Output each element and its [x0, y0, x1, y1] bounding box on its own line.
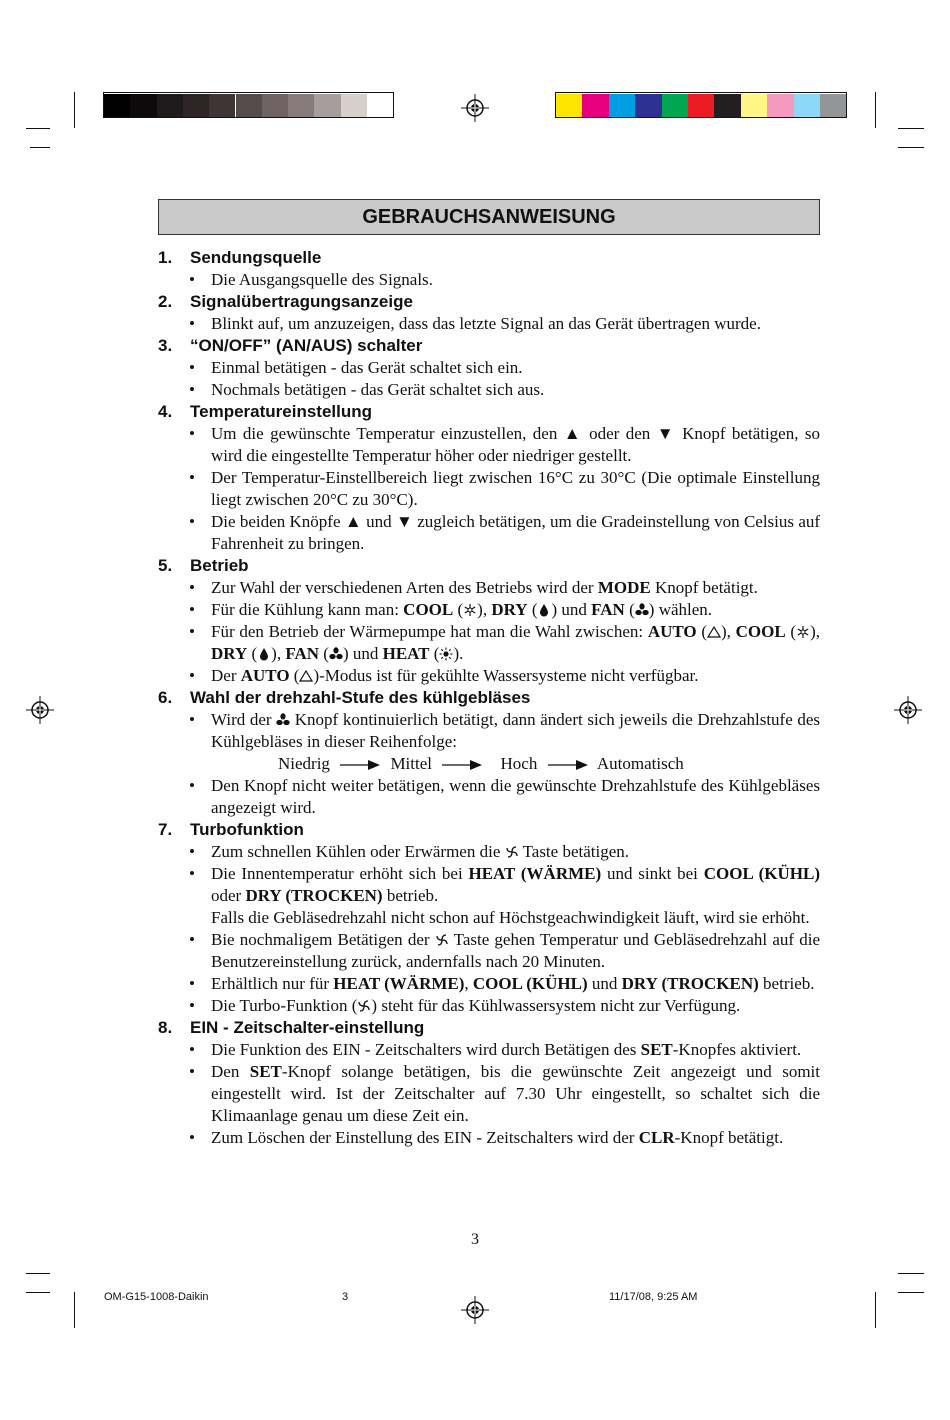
bullet-list — [158, 775, 820, 819]
registration-mark-icon — [461, 94, 489, 122]
dry-label: DRY — [211, 644, 248, 663]
down-triangle-icon: ▼ — [656, 424, 676, 443]
section-title: Signalübertragungsanzeige — [190, 292, 413, 311]
text: Erhältlich nur für — [211, 974, 330, 993]
text: und — [352, 644, 379, 663]
auto-label: AUTO — [240, 666, 290, 685]
text: oder — [211, 886, 242, 905]
dry-label: DRY (TROCKEN) — [621, 974, 759, 993]
fan-label: FAN — [591, 600, 625, 619]
set-label: SET — [249, 1062, 282, 1081]
up-triangle-icon: ▲ — [563, 424, 583, 443]
list-item: • Für die Kühlung kann man: COOL ( ), DRY ( ) und FAN ( ) wählen. — [158, 599, 820, 621]
text: Knopf betätigen, so wird die eingestellte Temperatur höher oder niedriger gestellt. — [211, 424, 820, 465]
mode-label: MODE — [597, 578, 651, 597]
text: -Modus ist für gekühlte Wassersysteme nicht verfügbar. — [319, 666, 699, 685]
section-number: 7. — [158, 820, 173, 839]
text: Die Funktion des EIN - Zeitschalters wird durch Betätigen des — [211, 1040, 637, 1059]
registration-mark-icon — [461, 1296, 489, 1324]
list-item — [158, 1039, 820, 1061]
list-item — [158, 511, 820, 555]
snowflake-icon — [463, 603, 477, 617]
arrow-right-icon — [442, 760, 482, 770]
text: Die beiden Knöpfe — [211, 512, 341, 531]
list-item — [158, 709, 820, 753]
heat-label: HEAT (WÄRME) — [468, 864, 602, 883]
text: Der — [211, 666, 237, 685]
list-item: • Nochmals betätigen - das Gerät schaltet sich aus. — [158, 379, 820, 401]
list-item: • Der Temperatur-Einstellbereich liegt zwischen 16°C zu 30°C (Die optimale Einstellung liegt zwischen 20°C zu 30°C). — [158, 467, 820, 511]
section-heading — [158, 291, 820, 313]
instructions-content — [158, 247, 820, 1149]
bullet-list — [158, 577, 820, 687]
section-number: 3. — [158, 336, 173, 355]
fan-icon — [329, 647, 343, 661]
clr-label: CLR — [638, 1128, 675, 1147]
speed-high: Hoch — [500, 754, 538, 773]
list-item: • Der AUTO ( )-Modus ist für gekühlte Wassersysteme nicht verfügbar. — [158, 665, 820, 687]
text: Für die Kühlung kann man: — [211, 600, 399, 619]
bullet-list — [158, 1039, 820, 1149]
bullet-list — [158, 269, 820, 291]
auto-label: AUTO — [647, 622, 697, 641]
bullet-list — [158, 709, 820, 753]
footer-timestamp: 11/17/08, 9:25 AM — [609, 1291, 698, 1303]
dry-label: DRY — [491, 600, 528, 619]
text: betrieb. — [763, 974, 815, 993]
swatch-border — [103, 92, 394, 118]
section-heading — [158, 819, 820, 841]
cool-label: COOL (KÜHL) — [703, 864, 821, 883]
list-item: • Erhältlich nur für HEAT (WÄRME), COOL (KÜHL) und DRY (TROCKEN) betrieb. — [158, 973, 820, 995]
list-item: • Den Knopf nicht weiter betätigen, wenn die gewünschte Drehzahlstufe des Kühlgebläses angezeigt wird. — [158, 775, 820, 819]
set-label: SET — [640, 1040, 673, 1059]
text: Bie nochmaligem Betätigen der — [211, 930, 430, 949]
arrow-right-icon — [548, 760, 588, 770]
text: Den — [211, 1062, 240, 1081]
text: Für den Betrieb der Wärmepumpe hat man die Wahl zwischen: — [211, 622, 644, 641]
bullet-list — [158, 841, 820, 1017]
section-title: Wahl der drehzahl-Stufe des kühlgebläses — [190, 688, 531, 707]
text: und — [561, 600, 587, 619]
sun-icon — [439, 647, 453, 661]
turbo-icon — [435, 933, 449, 947]
section-title: Turbofunktion — [190, 820, 304, 839]
list-item: • Blinkt auf, um anzuzeigen, dass das letzte Signal an das Gerät übertragen wurde. — [158, 313, 820, 335]
heat-label: HEAT (WÄRME) — [333, 974, 465, 993]
text: Taste betätigen. — [522, 842, 630, 861]
turbo-icon — [505, 845, 519, 859]
swatch-border — [555, 92, 847, 118]
turbo-icon — [357, 999, 371, 1013]
cool-label: COOL — [403, 600, 454, 619]
cool-label: COOL — [735, 622, 786, 641]
auto-triangle-icon — [299, 669, 313, 683]
section-number: 6. — [158, 688, 173, 707]
up-triangle-icon: ▲ — [344, 512, 362, 531]
section-number: 2. — [158, 292, 173, 311]
text: ) steht für das Kühlwassersystem nicht zur Verfügung. — [371, 996, 741, 1015]
section-heading — [158, 555, 820, 577]
section-heading — [158, 1017, 820, 1039]
speed-medium: Mittel — [390, 754, 432, 773]
text: Knopf betätigt. — [654, 578, 758, 597]
section-number: 5. — [158, 556, 173, 575]
section-title: Temperatureinstellung — [190, 402, 372, 421]
arrow-right-icon — [340, 760, 380, 770]
cool-label: COOL (KÜHL) — [472, 974, 588, 993]
section-heading — [158, 335, 820, 357]
bullet-list — [158, 313, 820, 335]
text: betrieb. — [386, 886, 439, 905]
list-item: • Für den Betrieb der Wärmepumpe hat man die Wahl zwischen: AUTO ( ), COOL ( ), DRY ( ), FAN ( ) und HEAT ( ). — [158, 621, 820, 665]
text: Falls die Gebläsedrehzahl nicht schon auf Höchstgeachwindigkeit läuft, wird sie erhöht. — [211, 908, 810, 927]
water-drop-icon — [257, 647, 271, 661]
section-title: “ON/OFF” (AN/AUS) schalter — [190, 336, 423, 355]
list-item — [158, 423, 820, 467]
speed-low: Niedrig — [278, 754, 330, 773]
section-number: 1. — [158, 248, 173, 267]
list-item: • Die Ausgangsquelle des Signals. — [158, 269, 820, 291]
text: und — [591, 974, 618, 993]
text: und sinkt bei — [606, 864, 698, 883]
section-title: EIN - Zeitschalter-einstellung — [190, 1018, 425, 1037]
list-item — [158, 841, 820, 863]
list-item — [158, 1061, 820, 1127]
section-heading — [158, 401, 820, 423]
fan-label: FAN — [285, 644, 320, 663]
list-item: • Einmal betätigen - das Gerät schaltet sich ein. — [158, 357, 820, 379]
list-item — [158, 929, 820, 973]
dry-label: DRY (TROCKEN) — [245, 886, 383, 905]
text: Taste gehen Temperatur und Gebläsedrehzahl auf die Benutzereinstellung zurück, andernfalls nach 20 Minuten. — [211, 930, 820, 971]
section-number: 8. — [158, 1018, 173, 1037]
auto-triangle-icon — [707, 625, 721, 639]
list-item — [158, 577, 820, 599]
speed-auto: Automatisch — [596, 754, 684, 773]
snowflake-icon — [796, 625, 810, 639]
list-item — [158, 995, 820, 1017]
registration-mark-icon — [894, 696, 922, 724]
text: Zur Wahl der verschiedenen Arten des Betriebs wird der — [211, 578, 594, 597]
section-heading — [158, 247, 820, 269]
text: oder den — [589, 424, 651, 443]
bullet-list — [158, 423, 820, 555]
section-heading — [158, 687, 820, 709]
heat-label: HEAT — [382, 644, 430, 663]
text: Zum Löschen der Einstellung des EIN - Zeitschalters wird der — [211, 1128, 635, 1147]
text: und — [366, 512, 392, 531]
text: Wird der — [211, 710, 272, 729]
fan-icon — [635, 603, 649, 617]
list-item — [158, 863, 820, 929]
page-title: GEBRAUCHSANWEISUNG — [158, 199, 820, 235]
text: Die Innentemperatur erhöht sich bei — [211, 864, 463, 883]
text: Um die gewünschte Temperatur einzustellen, den — [211, 424, 558, 443]
water-drop-icon — [537, 603, 551, 617]
fan-icon — [276, 713, 290, 727]
bullet-list — [158, 357, 820, 401]
down-triangle-icon: ▼ — [395, 512, 413, 531]
list-item — [158, 1127, 820, 1149]
text: Zum schnellen Kühlen oder Erwärmen die — [211, 842, 501, 861]
section-title: Betrieb — [190, 556, 249, 575]
text: -Knopfes aktiviert. — [672, 1040, 802, 1059]
text: -Knopf solange betätigen, bis die gewünschte Zeit angezeigt und somit eingestellt wird. Ist der Zeitschalter auf 7.30 Uhr eingestellt, so schaltet sich die Klimaanlage genau um diese Zeit ein. — [211, 1062, 821, 1125]
footer-page: 3 — [342, 1291, 349, 1303]
text: -Knopf betätigt. — [674, 1128, 784, 1147]
footer-filename: OM-G15-1008-Daikin — [104, 1291, 209, 1303]
fan-speed-sequence — [158, 753, 820, 775]
section-title: Sendungsquelle — [190, 248, 322, 267]
text: zugleich betätigen, um die Gradeinstellung von Celsius auf Fahrenheit zu bringen. — [211, 512, 821, 553]
section-number: 4. — [158, 402, 173, 421]
text: Die Turbo-Funktion ( — [211, 996, 358, 1015]
page-number: 3 — [471, 1231, 479, 1248]
registration-mark-icon — [26, 696, 54, 724]
text: Knopf kontinuierlich betätigt, dann ändert sich jeweils die Drehzahlstufe des Kühlgebläses in dieser Reihenfolge: — [211, 710, 821, 751]
text: wählen. — [658, 600, 713, 619]
